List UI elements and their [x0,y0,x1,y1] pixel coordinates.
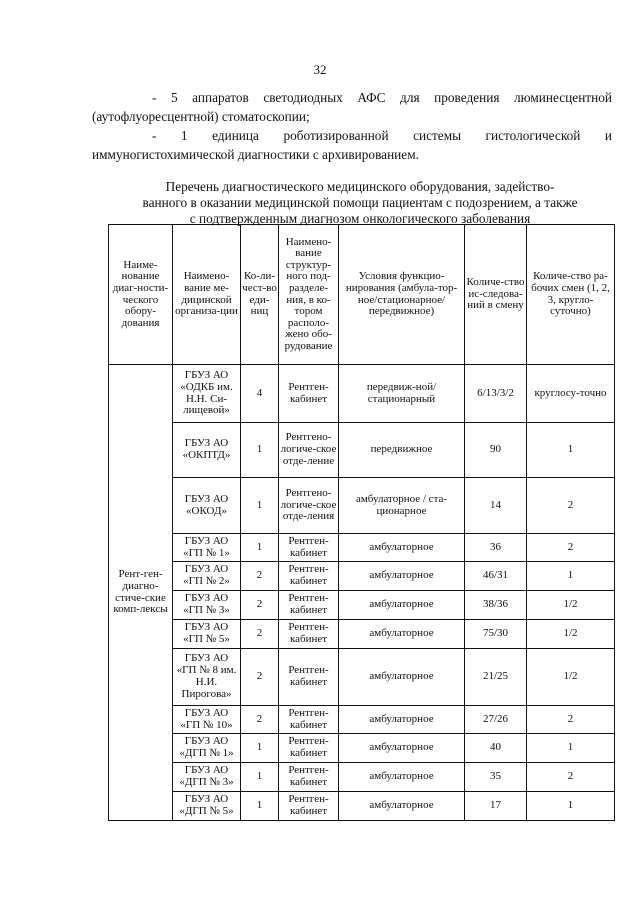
units-cell: 2 [241,706,279,734]
conditions-cell: амбулаторное [339,562,465,591]
conditions-cell: амбулаторное [339,792,465,821]
org-cell: ГБУЗ АО «ОДКБ им. Н.Н. Си-лищевой» [173,365,241,423]
header-conditions: Условия функцио-нирования (амбула-тор-ное/стационарное/ передвижное) [339,225,465,365]
table-row [109,620,615,649]
conditions-cell: амбулаторное [339,620,465,649]
shifts-cell: 1 [527,792,615,821]
table-row [109,562,615,591]
units-cell: 2 [241,562,279,591]
dept-cell: Рентгено-логиче-ское отде-ления [279,478,339,534]
dept-cell: Рентген-кабинет [279,591,339,620]
table-row [109,792,615,821]
org-cell: ГБУЗ АО «ГП № 2» [173,562,241,591]
equipment-name-cell: Рент-ген-диагно-стиче-ские комп-лексы [109,365,173,821]
units-cell: 1 [241,478,279,534]
table-row [109,591,615,620]
dept-cell: Рентген-кабинет [279,763,339,792]
studies-cell: 21/25 [465,649,527,706]
intro-list [92,88,612,164]
shifts-cell: 1 [527,562,615,591]
conditions-cell: амбулаторное [339,649,465,706]
shifts-cell: 2 [527,706,615,734]
org-cell: ГБУЗ АО «ДГП № 3» [173,763,241,792]
studies-cell: 90 [465,423,527,478]
conditions-cell: амбулаторное [339,534,465,562]
org-cell: ГБУЗ АО «ОКПТД» [173,423,241,478]
org-cell: ГБУЗ АО «ДГП № 1» [173,734,241,763]
units-cell: 4 [241,365,279,423]
studies-cell: 35 [465,763,527,792]
header-equipment-name: Наиме-нование диаг-ности-ческого обору-дования [109,225,173,365]
shifts-cell: 1/2 [527,620,615,649]
org-cell: ГБУЗ АО «ГП № 10» [173,706,241,734]
conditions-cell: амбулаторное / ста-ционарное [339,478,465,534]
header-department: Наимено-вание структур-ного под-разделе-ния, в ко-тором располо-жено обо-рудование [279,225,339,365]
studies-cell: 14 [465,478,527,534]
conditions-cell: амбулаторное [339,706,465,734]
shifts-cell: 2 [527,478,615,534]
org-cell: ГБУЗ АО «ОКОД» [173,478,241,534]
equipment-table [108,224,615,821]
table-header-row [109,225,615,365]
studies-cell: 17 [465,792,527,821]
studies-cell: 46/31 [465,562,527,591]
table-row [109,734,615,763]
heading-line: ванного в оказании медицинской помощи пациентам с подозрением, а также [142,195,578,210]
intro-item: - 1 единица роботизированной системы гистологической и иммуногистохимической диагностики с архивированием. [92,128,612,162]
table-row [109,763,615,792]
units-cell: 1 [241,734,279,763]
shifts-cell: 1/2 [527,591,615,620]
conditions-cell: амбулаторное [339,763,465,792]
header-organization: Наимено-вание ме-дицинской организа-ции [173,225,241,365]
conditions-cell: амбулаторное [339,591,465,620]
studies-cell: 36 [465,534,527,562]
header-studies: Количе-ство ис-следова-ний в смену [465,225,527,365]
conditions-cell: передвиж-ной/стационарный [339,365,465,423]
table-row [109,649,615,706]
org-cell: ГБУЗ АО «ГП № 8 им. Н.И. Пирогова» [173,649,241,706]
page-number: 32 [313,62,327,77]
shifts-cell: 1 [527,423,615,478]
org-cell: ГБУЗ АО «ДГП № 5» [173,792,241,821]
shifts-cell: 2 [527,534,615,562]
header-shifts: Количе-ство ра-бочих смен (1, 2, 3, кругло-суточно) [527,225,615,365]
dept-cell: Рентген-кабинет [279,562,339,591]
dept-cell: Рентген-кабинет [279,534,339,562]
table-row [109,478,615,534]
dept-cell: Рентген-кабинет [279,620,339,649]
units-cell: 2 [241,620,279,649]
shifts-cell: круглосу-точно [527,365,615,423]
units-cell: 2 [241,591,279,620]
table-row [109,534,615,562]
studies-cell: 38/36 [465,591,527,620]
header-units: Ко-ли-чест-во еди-ниц [241,225,279,365]
studies-cell: 40 [465,734,527,763]
dept-cell: Рентген-кабинет [279,365,339,423]
units-cell: 1 [241,763,279,792]
dept-cell: Рентген-кабинет [279,734,339,763]
units-cell: 1 [241,792,279,821]
table-row [109,706,615,734]
heading-line: Перечень диагностического медицинского оборудования, задейство- [165,179,555,194]
dept-cell: Рентген-кабинет [279,706,339,734]
org-cell: ГБУЗ АО «ГП № 5» [173,620,241,649]
units-cell: 2 [241,649,279,706]
studies-cell: 75/30 [465,620,527,649]
conditions-cell: передвижное [339,423,465,478]
table-row [109,423,615,478]
intro-item: - 5 аппаратов светодиодных АФС для проведения люминесцентной (аутофлуоресцентной) стоматоскопии; [92,90,612,124]
units-cell: 1 [241,534,279,562]
heading-line: с подтвержденным диагнозом онкологического заболевания [189,211,531,226]
shifts-cell: 1 [527,734,615,763]
table-heading [112,179,608,227]
table-row [109,365,615,423]
shifts-cell: 1/2 [527,649,615,706]
org-cell: ГБУЗ АО «ГП № 3» [173,591,241,620]
dept-cell: Рентген-кабинет [279,649,339,706]
shifts-cell: 2 [527,763,615,792]
studies-cell: 27/26 [465,706,527,734]
dept-cell: Рентген-кабинет [279,792,339,821]
conditions-cell: амбулаторное [339,734,465,763]
units-cell: 1 [241,423,279,478]
org-cell: ГБУЗ АО «ГП № 1» [173,534,241,562]
dept-cell: Рентгено-логиче-ское отде-ление [279,423,339,478]
studies-cell: 6/13/3/2 [465,365,527,423]
